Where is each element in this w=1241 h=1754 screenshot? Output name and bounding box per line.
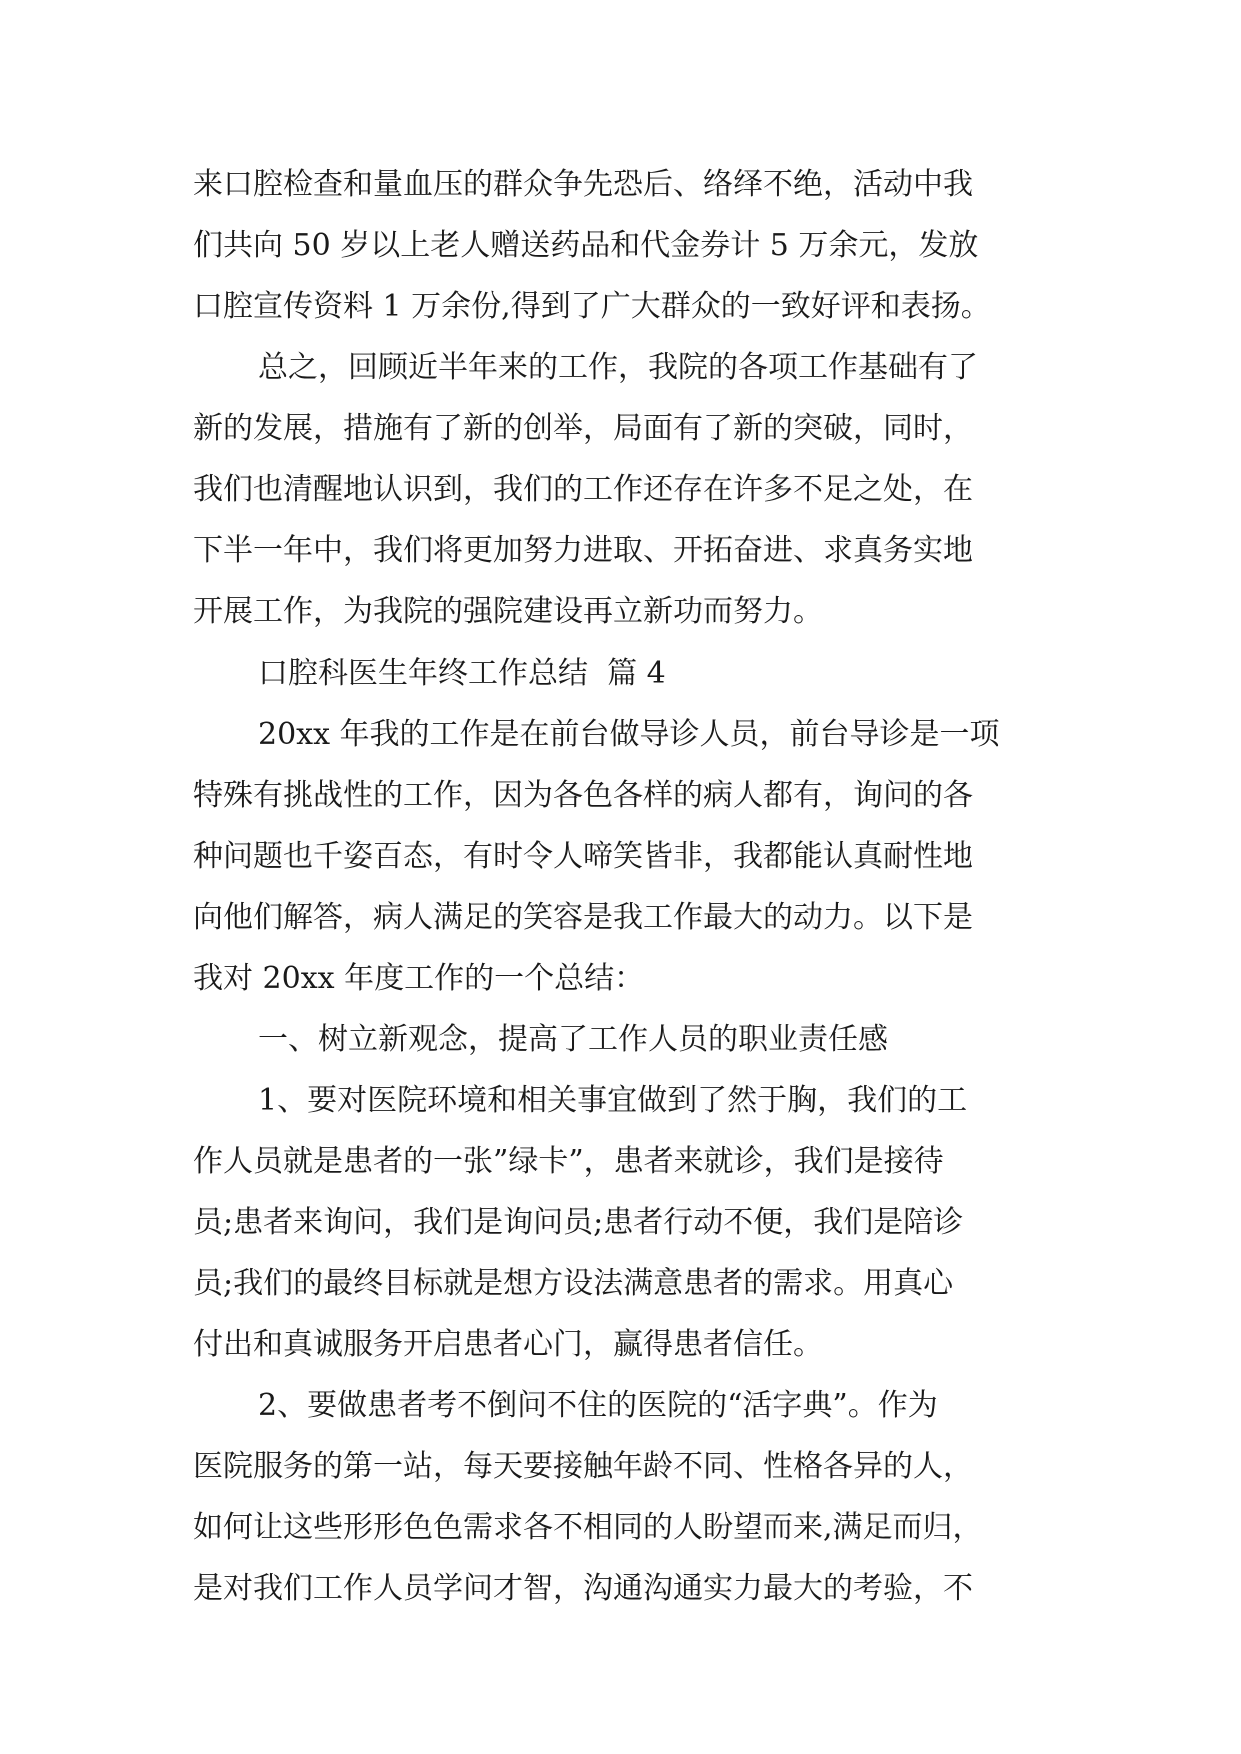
paragraph-first-line: 2、要做患者考不倒问不住的医院的“活字典”。作为 bbox=[258, 1388, 938, 1423]
body-line: 开展工作，为我院的强院建设再立新功而努力。 bbox=[193, 594, 823, 629]
paragraph-first-line: 总之，回顾近半年来的工作，我院的各项工作基础有了 bbox=[258, 350, 978, 385]
paragraph-first-line: 1、要对医院环境和相关事宜做到了然于胸，我们的工 bbox=[258, 1083, 968, 1118]
body-line: 作人员就是患者的一张”绿卡”，患者来就诊，我们是接待 bbox=[193, 1144, 944, 1179]
body-line: 医院服务的第一站，每天要接触年龄不同、性格各异的人， bbox=[193, 1449, 973, 1484]
body-line: 们共向 50 岁以上老人赠送药品和代金券计 5 万余元，发放 bbox=[193, 228, 979, 263]
body-line: 来口腔检查和量血压的群众争先恐后、络绎不绝，活动中我 bbox=[193, 167, 973, 202]
body-line: 如何让这些形形色色需求各不相同的人盼望而来,满足而归， bbox=[193, 1510, 983, 1545]
body-line: 付出和真诚服务开启患者心门，赢得患者信任。 bbox=[193, 1327, 823, 1362]
subsection-heading: 一、树立新观念，提高了工作人员的职业责任感 bbox=[258, 1022, 888, 1057]
body-line: 我们也清醒地认识到，我们的工作还存在许多不足之处，在 bbox=[193, 472, 973, 507]
body-line: 我对 20xx 年度工作的一个总结： bbox=[193, 961, 645, 996]
body-line: 新的发展，措施有了新的创举，局面有了新的突破，同时， bbox=[193, 411, 973, 446]
body-line: 种问题也千姿百态，有时令人啼笑皆非，我都能认真耐性地 bbox=[193, 839, 973, 874]
paragraph-first-line: 20xx 年我的工作是在前台做导诊人员，前台导诊是一项 bbox=[258, 717, 1000, 752]
section-heading: 口腔科医生年终工作总结 篇 4 bbox=[258, 656, 666, 691]
body-line: 是对我们工作人员学问才智，沟通沟通实力最大的考验，不 bbox=[193, 1571, 973, 1606]
body-line: 下半一年中，我们将更加努力进取、开拓奋进、求真务实地 bbox=[193, 533, 973, 568]
body-line: 员;我们的最终目标就是想方设法满意患者的需求。用真心 bbox=[193, 1266, 954, 1301]
body-line: 向他们解答，病人满足的笑容是我工作最大的动力。以下是 bbox=[193, 900, 973, 935]
body-line: 员;患者来询问，我们是询问员;患者行动不便，我们是陪诊 bbox=[193, 1205, 964, 1240]
body-line: 特殊有挑战性的工作，因为各色各样的病人都有，询问的各 bbox=[193, 778, 973, 813]
body-line: 口腔宣传资料 1 万余份,得到了广大群众的一致好评和表扬。 bbox=[193, 289, 991, 324]
